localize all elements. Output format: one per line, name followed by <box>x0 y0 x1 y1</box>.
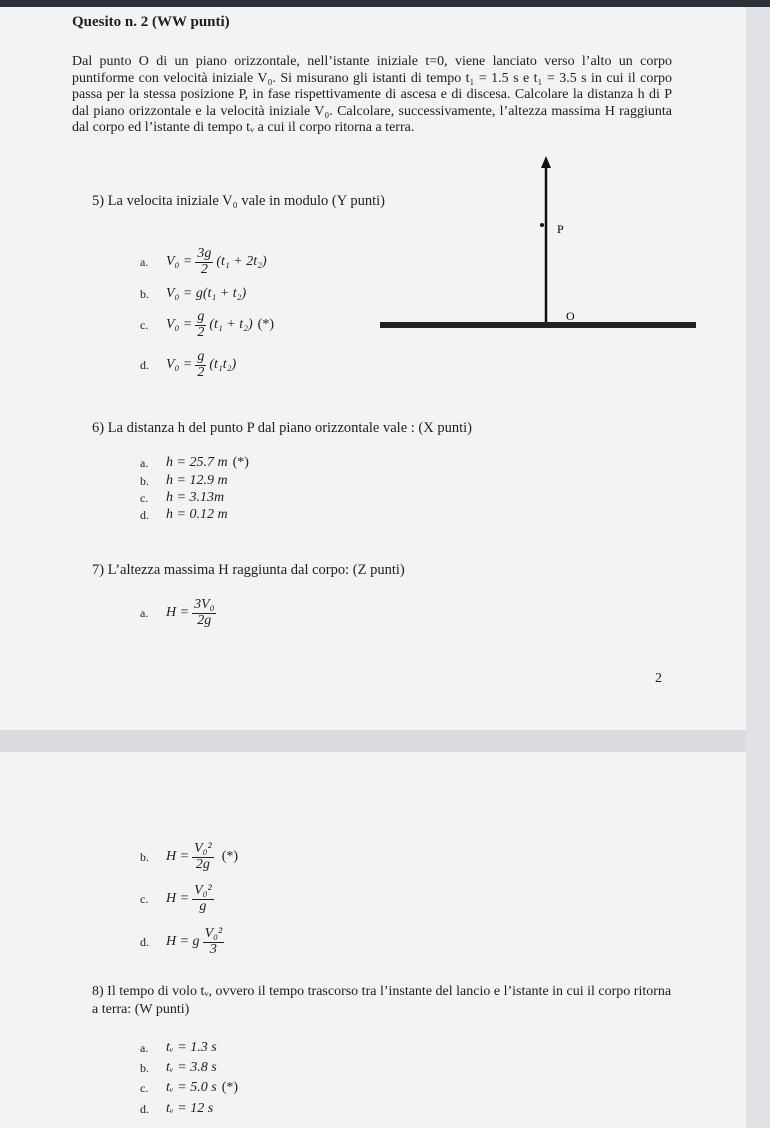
question-8: 8) Il tempo di volo tᵥ, ovvero il tempo trascorso tra l’instante del lancio e l’istante in cui il corpo ritorna a terra: (W punti) <box>92 984 672 1017</box>
q7-option-c[interactable]: c. H = $\frac{\text{V₀²}}{g}$ <box>140 883 212 914</box>
q5-option-d[interactable]: d. V₀ = $\frac{g}{2}$ (t₁t₂) <box>140 349 237 380</box>
question-5: 5) La velocita iniziale V₀ vale in modulo (Y punti) <box>92 193 385 209</box>
point-o-label: O <box>566 309 575 323</box>
option-label: b. <box>140 286 149 301</box>
option-label: d. <box>140 357 149 372</box>
page-number: 2 <box>655 671 662 686</box>
q7-option-d[interactable]: d. H = g $\frac{\text{V₀²}}{3}$ <box>140 926 223 957</box>
point-p-marker <box>540 223 544 227</box>
q5-option-b[interactable]: b. V₀ = g(t₁ + t₂) <box>140 286 247 301</box>
q5-option-c[interactable]: c. V₀ = $\frac{g}{2}$ (t₁ + t₂) (*) <box>140 309 274 340</box>
option-label: a. <box>140 254 149 269</box>
q6-option-b[interactable]: b. h = 12.9 m <box>140 473 228 488</box>
q8-option-c[interactable]: c. tᵥ = 5.0 s (*) <box>140 1080 239 1095</box>
point-p-label: P <box>557 222 564 236</box>
q5-option-a[interactable]: a. V₀ = $\frac{3g}{2}$ (t₁ + 2t₂) <box>140 246 267 277</box>
horizontal-plane <box>380 322 696 328</box>
q8-option-d[interactable]: d. tᵥ = 12 s <box>140 1101 214 1116</box>
question-7: 7) L’altezza massima H raggiunta dal corpo: (Z punti) <box>92 562 405 578</box>
q7-option-a[interactable]: a. H = $\frac{\text{3V₀}}{2g}$ <box>140 597 215 628</box>
q6-option-d[interactable]: d. h = 0.12 m <box>140 507 228 522</box>
problem-statement: Dal punto O di un piano orizzontale, nell’istante iniziale t=0, viene lanciato verso l’alto un corpo puntiforme con velocità iniziale V₀. Si misurano gli istanti di tempo t₁ = 1.5 s e t₁ = 3.5 s in cui il corpo passa per la stessa posizione P, in fase rispettivamente di ascesa e di discesa. Calcolare la distanza h di P dal piano orizzontale e la velocità iniziale V₀. Calcolare, successivamente, l’altezza massima H raggiunta dal corpo ed l’istante di tempo tᵥ a cui il corpo ritorna a terra. <box>72 54 672 135</box>
q6-option-a[interactable]: a. h = 25.7 m (*) <box>140 455 249 470</box>
q7-option-b[interactable]: b. H = $\frac{\text{V₀²}}{2g}$ (*) <box>140 841 239 872</box>
option-label: c. <box>140 317 149 332</box>
q8-option-a[interactable]: a. tᵥ = 1.3 s <box>140 1040 217 1055</box>
q6-option-c[interactable]: c. h = 3.13m <box>140 490 225 505</box>
question-6: 6) La distanza h del punto P dal piano orizzontale vale : (X punti) <box>92 420 472 436</box>
arrow-head-icon <box>541 156 551 168</box>
q8-option-b[interactable]: b. tᵥ = 3.8 s <box>140 1060 217 1075</box>
problem-title: Quesito n. 2 (WW punti) <box>72 14 230 30</box>
